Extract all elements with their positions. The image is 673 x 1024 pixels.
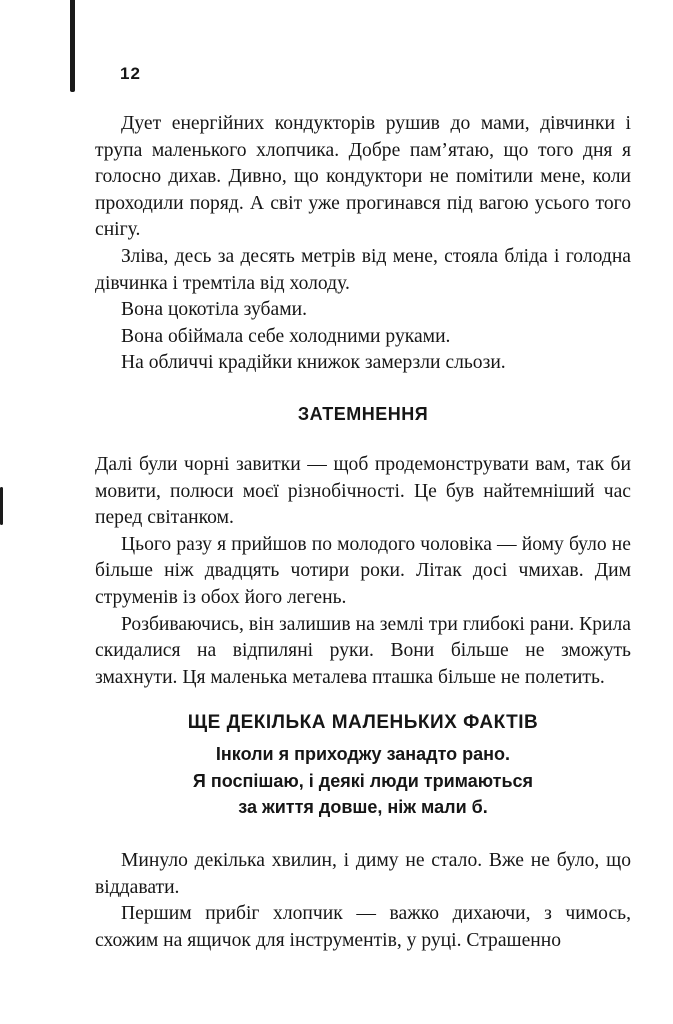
note-line: Я поспішаю, і деякі люди тримаються	[192, 770, 534, 791]
page-edge-line	[70, 0, 75, 92]
paragraph: Першим прибіг хлопчик — важко дихаючи, з чимось, схожим на ящичок для інструментів, у руці. Страшенно	[95, 903, 631, 951]
section-heading-facts: ЩЕ ДЕКІЛЬКА МАЛЕНЬКИХ ФАКТІВ	[187, 712, 539, 733]
paragraph: Вона цокотіла зубами.	[121, 299, 307, 321]
facts-note	[95, 741, 631, 821]
section3-body	[95, 848, 631, 954]
note-line: Інколи я приходжу занадто рано.	[215, 744, 511, 764]
note-line: за життя довше, ніж мали б.	[238, 797, 488, 817]
paragraph: Розбиваючись, він залишив на землі три глибокі рани. Крила скидалися на відпиляні руки. Вони більше не зможуть змахнути. Ця маленька металева пташка більше не полетить.	[95, 613, 631, 688]
paragraph: На обличчі крадійки книжок замерзли сльози.	[121, 352, 506, 374]
page-number: 12	[120, 64, 141, 83]
page-edge-mark	[0, 487, 3, 525]
section2-body	[95, 452, 631, 691]
paragraph: Вона обіймала себе холодними руками.	[121, 325, 451, 347]
paragraph: Далі були чорні завитки — щоб продемонструвати вам, так би мовити, полюси моєї різнобічності. Це був найтемніший час перед світанком.	[95, 454, 631, 529]
section-heading-eclipse: ЗАТЕМНЕННЯ	[297, 404, 429, 424]
paragraph: Дует енергійних кондукторів рушив до мами, дівчинки і трупа маленького хлопчика. Добре пам’ятаю, що того дня я голосно дихав. Дивно, що кондуктори не помітили мене, коли проходили поряд. А світ уже прогинався під вагою усього того снігу.	[95, 113, 631, 241]
paragraph: Минуло декілька хвилин, і диму не стало. Вже не було, що віддавати.	[95, 850, 631, 898]
paragraph: Зліва, десь за десять метрів від мене, стояла бліда і голодна дівчинка і тремтіла від холоду.	[95, 245, 631, 294]
paragraph: Цього разу я прийшов по молодого чоловіка — йому було не більше ніж двадцять чотири роки. Літак досі чмихав. Дим струменів із обох його легень.	[95, 533, 631, 608]
section1-body	[95, 111, 631, 377]
